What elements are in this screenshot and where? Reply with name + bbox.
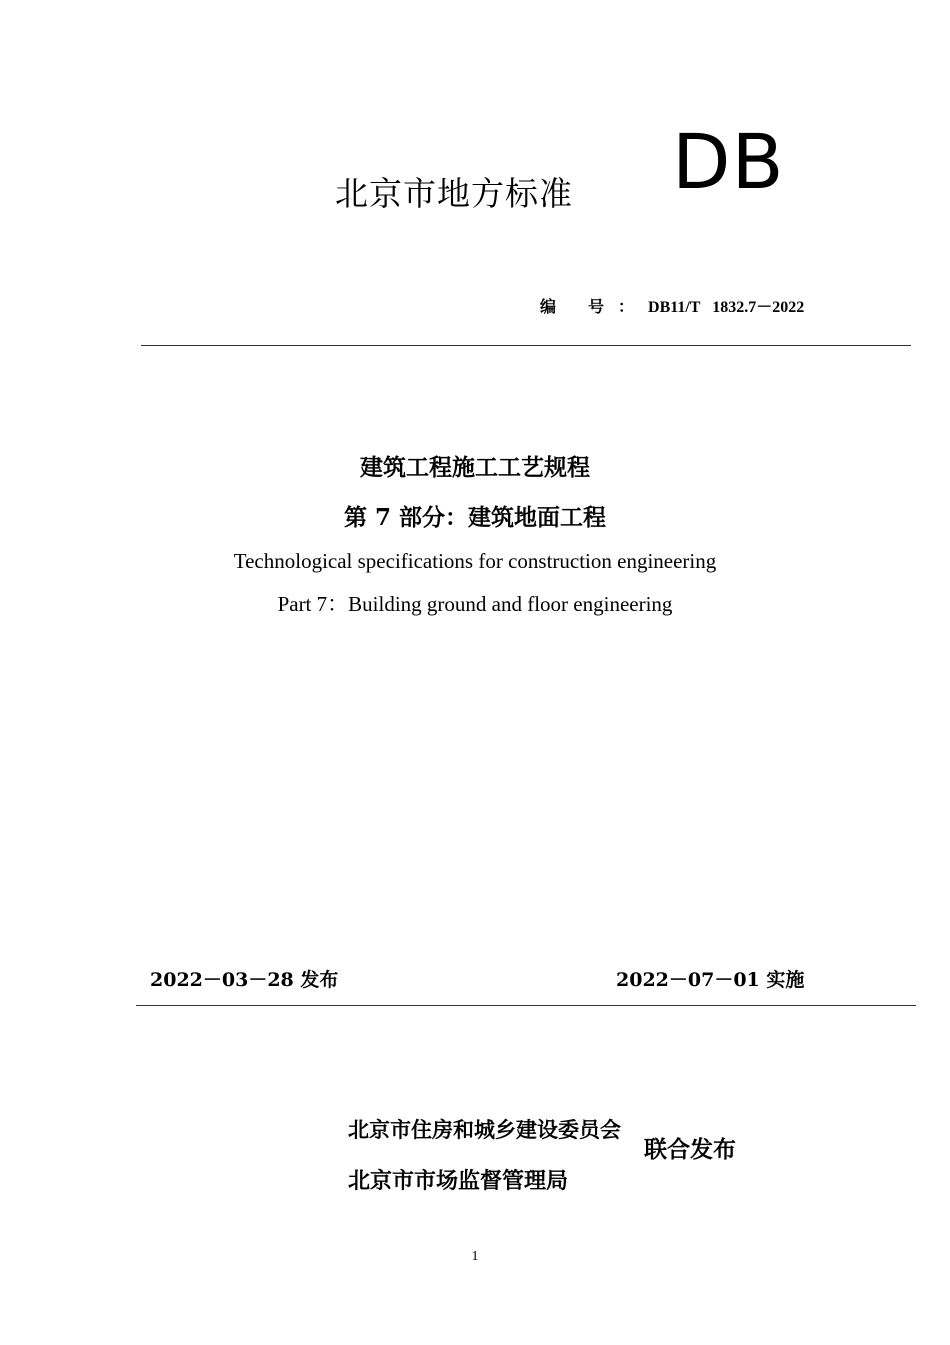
standard-type: 北京市地方标准	[335, 174, 573, 213]
standard-number-value: DB11/T 1832.7－2022	[648, 299, 805, 316]
document-part-en: Part 7：Building ground and floor engineering	[277, 592, 673, 616]
page-number: 1	[471, 1249, 479, 1264]
issue-date: 2022－03－28 发布	[150, 969, 339, 991]
joint-issue-label: 联合发布	[644, 1137, 736, 1163]
standard-number	[540, 294, 804, 317]
top-divider	[141, 345, 911, 346]
document-title-zh: 建筑工程施工工艺规程	[360, 454, 590, 481]
bottom-divider	[136, 1005, 916, 1006]
effective-date: 2022－07－01 实施	[616, 969, 805, 991]
issuer-market-regulation: 北京市市场监督管理局	[348, 1169, 569, 1194]
db-mark: DB	[672, 117, 785, 206]
document-part-zh: 第 7 部分：建筑地面工程	[343, 504, 607, 531]
document-title-en: Technological specifications for construction engineering	[233, 549, 717, 573]
issuer-housing-commission: 北京市住房和城乡建设委员会	[348, 1118, 621, 1142]
standard-number-label: 编 号：	[540, 299, 649, 316]
